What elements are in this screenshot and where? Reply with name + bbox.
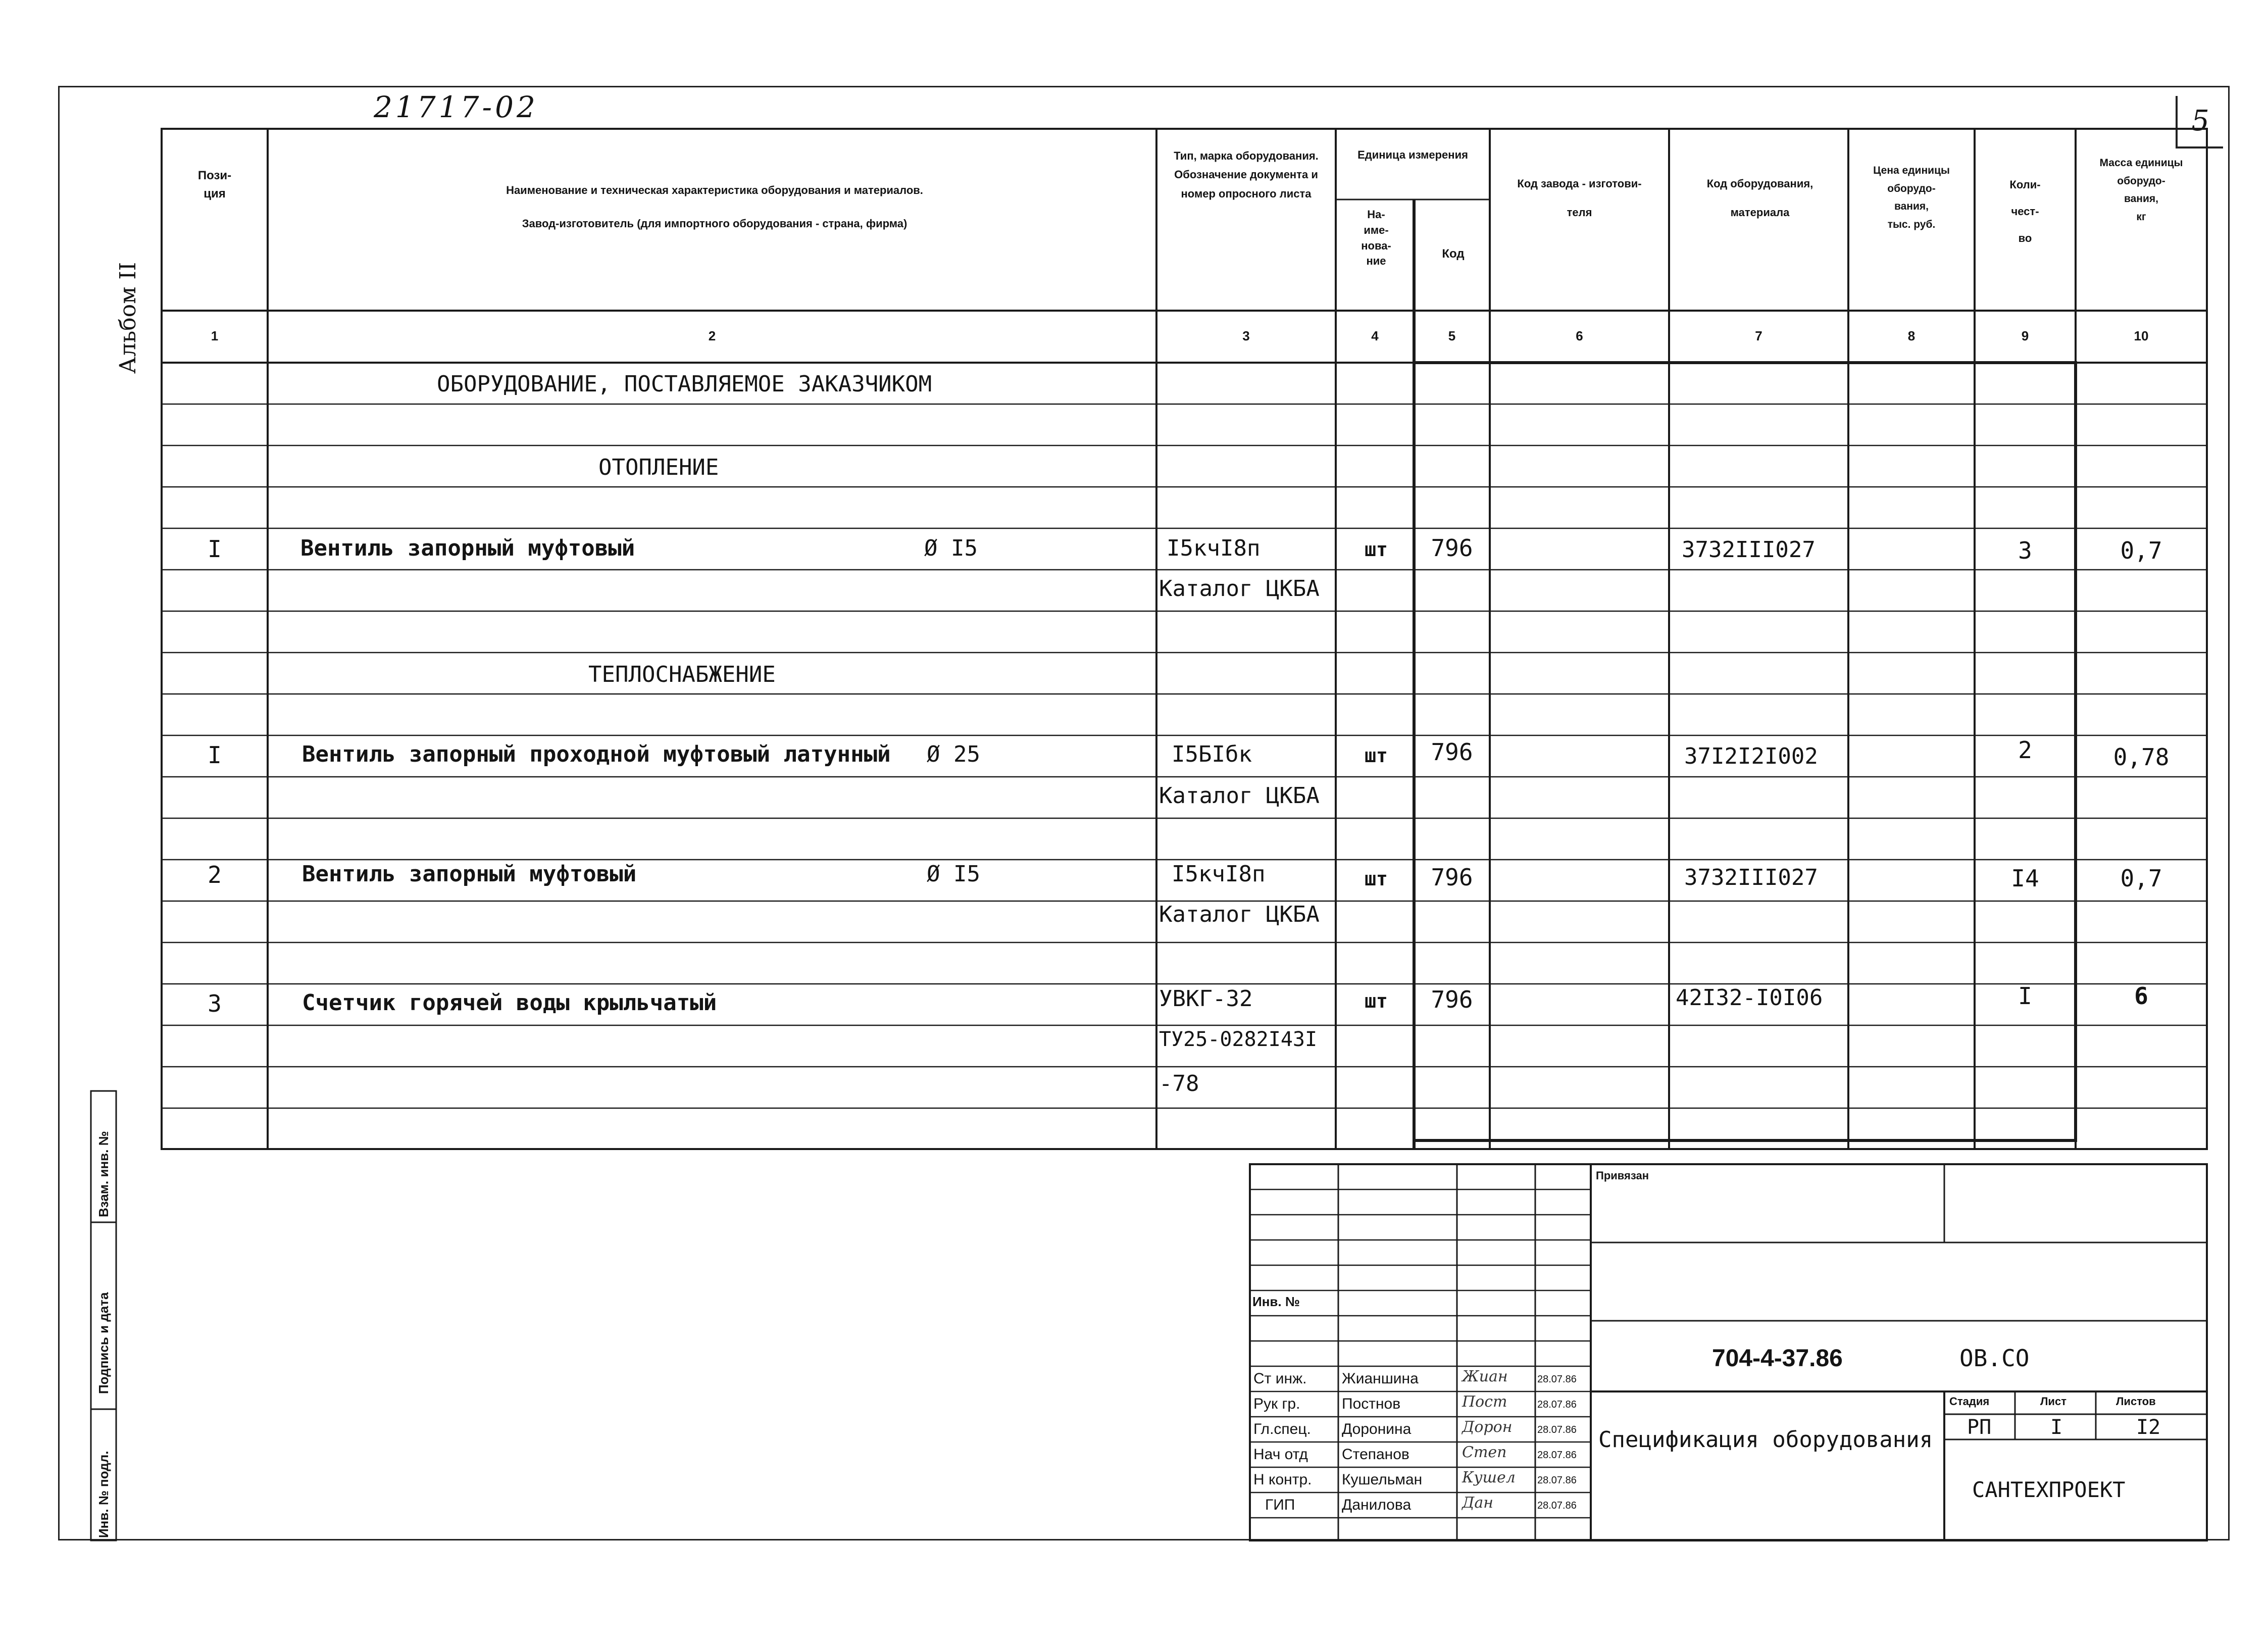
header-mass: Масса единицы оборудо- вания, кг [2099,157,2183,223]
side-label-replacement-inv: Взам. инв. № [96,1131,111,1217]
row-2-catalog: Каталог ЦКБА [1159,783,1320,809]
staff-4-role: Нач отд [1253,1446,1308,1463]
stamp-sheet: I [2050,1416,2063,1439]
side-label-original-inv: Инв. № подл. [96,1451,111,1538]
col-number-3: 3 [1242,328,1250,343]
row-1-type: I5кчI8п [1167,535,1261,561]
staff-3-role: Гл.спец. [1253,1421,1311,1437]
stamp-sheets-label: Листов [2116,1395,2156,1408]
row-4-name: Счетчик горячей воды крыльчатый [302,990,717,1016]
header-name: Наименование и техническая характеристика оборудования и материалов. Завод-изготовитель (для импортного оборудования - страна, фирма) [506,184,923,230]
row-1-equipment-code: 3732III027 [1682,537,1816,563]
staff-3-signature: Дорон [1462,1418,1513,1436]
row-3-catalog: Каталог ЦКБА [1159,902,1320,927]
album-label: Альбом II [115,262,141,374]
row-1-diameter: Ø I5 [924,535,978,561]
page-number: 5 [2176,96,2223,148]
row-2-name: Вентиль запорный проходной муфтовый латунный [302,741,891,767]
row-4-mass: 6 [2134,982,2148,1010]
staff-5-role: Н контр. [1253,1471,1312,1488]
row-4-unit: шт [1365,990,1388,1012]
staff-1-date: 28.07.86 [1537,1374,1577,1385]
row-3-quantity: I4 [2011,865,2039,892]
stamp-sheets: I2 [2136,1416,2161,1439]
section-title-heat-supply: ТЕПЛОСНАБЖЕНИЕ [588,662,776,687]
staff-3-name: Доронина [1342,1421,1412,1437]
header-price: Цена единицы оборудо- вания, тыс. руб. [1873,165,1950,231]
row-1-catalog: Каталог ЦКБА [1159,576,1320,602]
staff-5-signature: Кушел [1462,1469,1516,1486]
row-2-quantity: 2 [2018,736,2032,764]
staff-4-signature: Степ [1462,1444,1507,1461]
stamp-doc-number: 704-4-37.86 [1712,1345,1843,1372]
section-title-heating: ОТОПЛЕНИЕ [598,455,719,480]
section-title-customer-equipment: ОБОРУДОВАНИЕ, ПОСТАВЛЯЕМОЕ ЗАКАЗЧИКОМ [437,371,932,397]
row-4-spec-suffix: -78 [1159,1071,1199,1097]
staff-2-name: Постнов [1342,1396,1401,1412]
row-2-unit-code: 796 [1431,738,1473,766]
header-position: Пози- ция [197,169,232,201]
row-2-diameter: Ø 25 [927,741,980,767]
staff-2-role: Рук гр. [1253,1396,1300,1412]
staff-1-role: Ст инж. [1253,1370,1307,1387]
stamp-inv-no: Инв. № [1252,1294,1300,1309]
col-number-4: 4 [1371,328,1379,343]
row-4-type: УВКГ-32 [1159,986,1253,1012]
row-2-mass: 0,78 [2113,743,2170,771]
row-4-equipment-code: 42I32-I0I06 [1676,985,1823,1011]
row-4-quantity: I [2018,982,2032,1010]
header-equip-code: Код оборудования, материала [1706,177,1813,219]
staff-4-date: 28.07.86 [1537,1450,1577,1461]
row-1-unit-code: 796 [1431,534,1473,562]
header-type: Тип, марка оборудования. Обозначение документа и номер опросного листа [1174,150,1319,200]
side-label-signature-date: Подпись и дата [96,1292,111,1394]
row-3-equipment-code: 3732III027 [1684,865,1818,890]
row-1-position: I [208,535,222,563]
col-number-7: 7 [1755,328,1762,343]
stamp-title: Спецификация оборудования [1598,1427,1933,1453]
row-3-mass: 0,7 [2120,865,2162,892]
staff-1-signature: Жиан [1462,1368,1508,1385]
header-unit-name: На- име- нова- ние [1361,208,1391,268]
row-2-equipment-code: 37I2I2I002 [1684,743,1818,769]
col-number-6: 6 [1576,328,1583,343]
staff-6-signature: Дан [1462,1494,1494,1512]
stamp-privyazan: Привязан [1596,1169,1649,1182]
stamp-stage-label: Стадия [1949,1395,1990,1408]
col-number-9: 9 [2021,328,2029,343]
header-unit-code: Код [1442,247,1465,261]
row-1-name: Вентиль запорный муфтовый [300,535,635,561]
stamp-stage: РП [1967,1416,1992,1439]
header-plant-code: Код завода - изготови- теля [1517,177,1642,219]
row-3-name: Вентиль запорный муфтовый [302,861,637,887]
row-2-position: I [208,741,222,769]
col-number-1: 1 [211,328,219,343]
handwritten-doc-code: 21717-02 [374,90,538,124]
staff-3-date: 28.07.86 [1537,1424,1577,1435]
row-4-unit-code: 796 [1431,986,1473,1013]
staff-5-date: 28.07.86 [1537,1475,1577,1486]
row-1-quantity: 3 [2018,537,2032,564]
stamp-doc-mark: ОВ.СО [1959,1345,2030,1372]
col-number-5: 5 [1448,328,1456,343]
row-2-unit: шт [1365,744,1388,767]
staff-4-name: Степанов [1342,1446,1409,1463]
row-2-type: I5БIбк [1172,741,1252,767]
staff-1-name: Жианшина [1342,1370,1419,1387]
row-4-position: 3 [208,990,222,1017]
staff-6-date: 28.07.86 [1537,1500,1577,1511]
staff-2-date: 28.07.86 [1537,1399,1577,1410]
row-3-diameter: Ø I5 [927,861,980,887]
staff-6-name: Данилова [1342,1497,1412,1513]
stamp-organization: САНТЕХПРОЕКТ [1972,1477,2126,1502]
row-3-type: I5кчI8п [1172,861,1266,887]
stamp-sheet-label: Лист [2040,1395,2067,1408]
staff-2-signature: Пост [1462,1393,1507,1411]
header-unit-group: Единица измерения [1357,148,1468,161]
staff-6-role: ГИП [1265,1497,1295,1513]
row-3-position: 2 [208,861,222,888]
row-4-spec: ТУ25-0282I43I [1159,1028,1318,1051]
staff-5-name: Кушельман [1342,1471,1423,1488]
col-number-10: 10 [2134,328,2149,343]
row-1-mass: 0,7 [2120,537,2162,564]
row-3-unit-code: 796 [1431,864,1473,891]
row-1-unit: шт [1365,538,1388,561]
row-3-unit: шт [1365,868,1388,890]
col-number-8: 8 [1907,328,1916,343]
col-number-2: 2 [708,328,716,343]
header-qty: Коли- чест- во [2009,178,2041,244]
